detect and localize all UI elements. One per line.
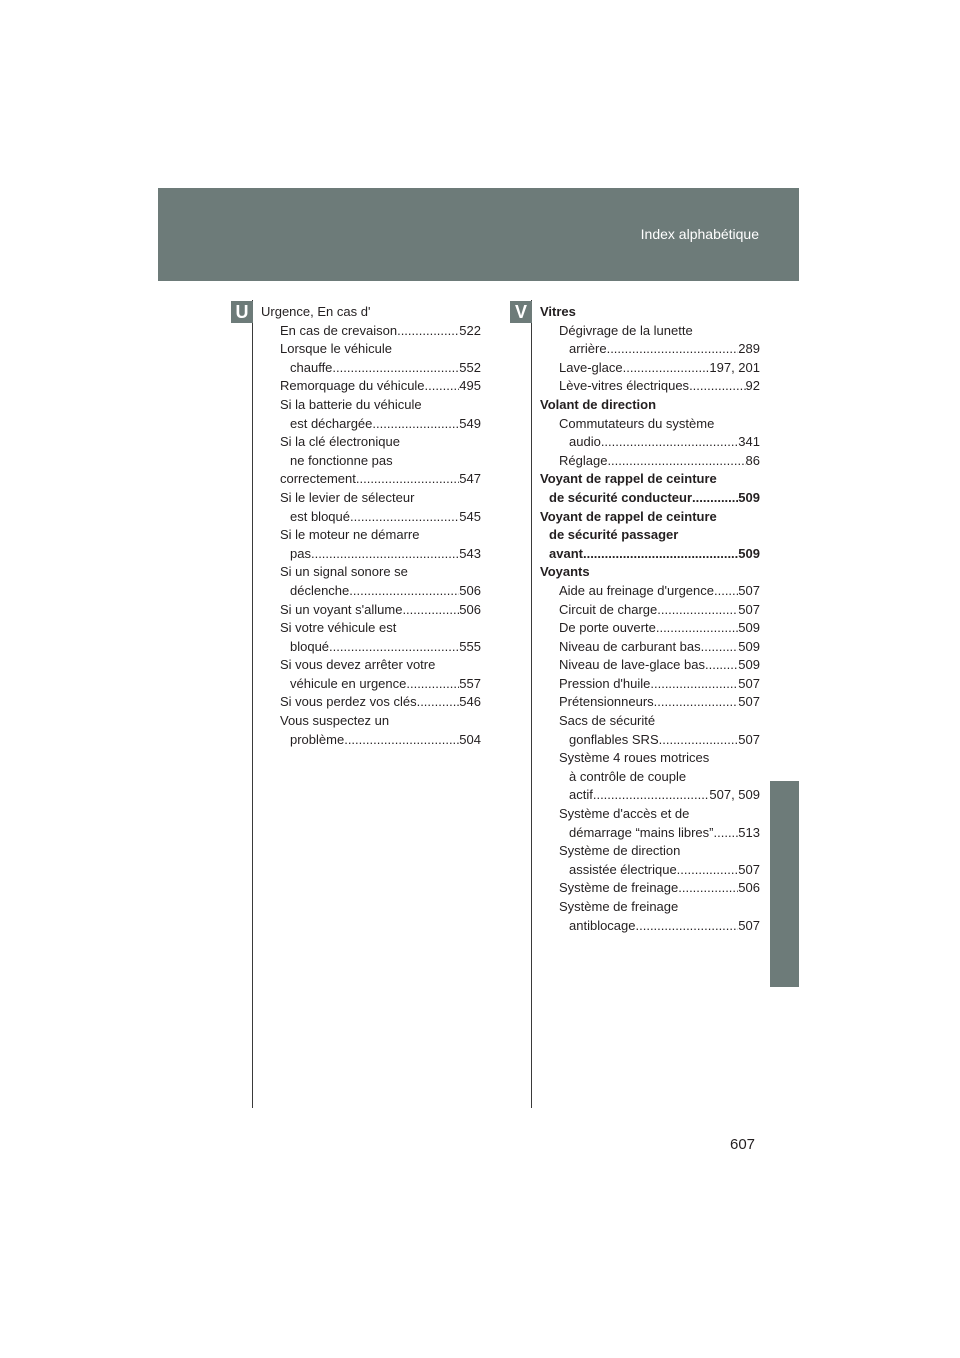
index-entry-page: 543	[459, 545, 481, 561]
index-entry-page: 549	[459, 415, 481, 431]
index-entry	[540, 712, 760, 731]
index-entry	[540, 526, 760, 545]
index-entry-text: gonflables SRS	[569, 731, 659, 747]
section-letter-v: V	[510, 301, 532, 323]
index-entry-text: Si votre véhicule est	[280, 620, 397, 636]
index-entry	[261, 303, 481, 322]
index-entry-text: de sécurité passager	[549, 527, 679, 543]
index-entry-page: 504	[459, 731, 481, 747]
index-entry-text: Circuit de charge	[559, 601, 658, 617]
index-entry	[540, 768, 760, 787]
index-entry	[261, 415, 481, 434]
index-entry-text: Système de direction	[559, 843, 681, 859]
index-column-u	[261, 303, 481, 749]
index-entry	[540, 731, 760, 750]
index-entry-text: Dégivrage de la lunette	[559, 322, 693, 338]
index-entry-page: 507	[738, 731, 760, 747]
index-entry-text: Si la batterie du véhicule	[280, 396, 422, 412]
leader-dots	[689, 377, 745, 396]
index-entry-text: arrière	[569, 341, 607, 357]
index-entry-page: 495	[459, 378, 481, 394]
leader-dots	[636, 917, 739, 936]
index-entry	[540, 359, 760, 378]
leader-dots	[593, 786, 710, 805]
leader-dots	[657, 601, 738, 620]
index-entry-page: 507	[738, 694, 760, 710]
index-entry-page: 545	[459, 508, 481, 524]
index-entry-text: pas	[290, 545, 311, 561]
leader-dots	[678, 879, 738, 898]
index-entry-text: antiblocage	[569, 917, 636, 933]
index-entry-text: assistée électrique	[569, 861, 677, 877]
index-entry-page: 509	[738, 638, 760, 654]
index-entry-text: Pression d'huile	[559, 675, 651, 691]
index-entry-page: 507	[738, 675, 760, 691]
index-entry-text: Si le levier de sélecteur	[280, 489, 415, 505]
index-entry-page: 509	[738, 545, 760, 561]
index-entry-page: 92	[745, 378, 760, 394]
leader-dots	[372, 415, 459, 434]
index-entry	[261, 619, 481, 638]
index-entry-page: 522	[459, 322, 481, 338]
leader-dots	[344, 731, 459, 750]
index-entry	[261, 526, 481, 545]
index-entry	[540, 879, 760, 898]
leader-dots	[623, 359, 710, 378]
index-entry-text: est bloqué	[290, 508, 350, 524]
index-entry-page: 341	[738, 434, 760, 450]
index-entry-text: Si la clé électronique	[280, 434, 400, 450]
index-entry	[261, 582, 481, 601]
index-entry	[540, 656, 760, 675]
index-entry-text: correctement	[280, 471, 356, 487]
index-entry-text: Système d'accès et de	[559, 806, 690, 822]
index-entry	[540, 508, 760, 527]
index-entry-page: 506	[459, 601, 481, 617]
index-entry	[261, 396, 481, 415]
index-entry	[261, 638, 481, 657]
leader-dots	[360, 582, 459, 601]
index-entry	[261, 489, 481, 508]
index-entry	[261, 675, 481, 694]
index-entry	[261, 433, 481, 452]
index-entry-page: 513	[738, 824, 760, 840]
index-entry	[540, 415, 760, 434]
index-entry-page: 197, 201	[709, 359, 760, 375]
index-entry	[540, 470, 760, 489]
leader-dots	[406, 675, 459, 694]
index-entry	[540, 489, 760, 508]
index-entry-text: De porte ouverte	[559, 620, 656, 636]
index-entry-page: 507	[738, 601, 760, 617]
leader-dots	[654, 693, 739, 712]
index-entry-text: à contrôle de couple	[569, 768, 687, 784]
index-entry-text: Niveau de lave-glace bas	[559, 657, 705, 673]
index-entry	[540, 638, 760, 657]
index-entry-text: Sacs de sécurité	[559, 713, 656, 729]
leader-dots	[583, 545, 738, 564]
index-entry-page: 506	[738, 880, 760, 896]
leader-dots	[402, 601, 459, 620]
index-entry-page: 507	[738, 917, 760, 933]
index-entry	[540, 563, 760, 582]
index-entry-text: Si vous perdez vos clés	[280, 694, 417, 710]
index-entry	[540, 303, 760, 322]
index-entry	[261, 656, 481, 675]
leader-dots	[311, 545, 459, 564]
index-entry	[540, 917, 760, 936]
index-entry	[540, 898, 760, 917]
index-entry-page: 86	[745, 452, 760, 468]
index-entry	[540, 433, 760, 452]
leader-dots	[714, 582, 738, 601]
index-entry-text: Voyant de rappel de ceinture	[540, 508, 717, 524]
index-entry-text: Réglage	[559, 452, 608, 468]
index-entry-text: de sécurité conducteur	[549, 489, 693, 505]
index-entry	[261, 377, 481, 396]
index-entry-page: 509	[738, 657, 760, 673]
index-entry	[261, 470, 481, 489]
index-entry-text: Voyants	[540, 564, 590, 580]
column-divider-right	[531, 300, 532, 1108]
index-entry	[261, 545, 481, 564]
index-entry	[540, 619, 760, 638]
index-entry-text: Commutateurs du système	[559, 415, 715, 431]
leader-dots	[705, 656, 738, 675]
section-letter-u: U	[231, 301, 253, 323]
index-entry	[261, 452, 481, 471]
leader-dots	[332, 359, 459, 378]
leader-dots	[601, 433, 738, 452]
page-header	[158, 188, 799, 281]
index-entry-text: Système 4 roues motrices	[559, 750, 710, 766]
index-entry-text: Voyant de rappel de ceinture	[540, 471, 717, 487]
index-entry-text: Urgence, En cas d'	[261, 304, 371, 319]
header-title: Index alphabétique	[640, 226, 759, 242]
index-entry-text: Système de freinage	[559, 880, 679, 896]
side-tab	[770, 781, 799, 987]
leader-dots	[659, 731, 739, 750]
index-entry-text: démarrage “mains libres”	[569, 824, 714, 840]
index-entry	[540, 842, 760, 861]
index-entry	[261, 731, 481, 750]
index-entry-page: 507	[738, 582, 760, 598]
index-entry-text: bloqué	[290, 638, 330, 654]
index-entry-text: audio	[569, 434, 601, 450]
index-entry-page: 555	[459, 638, 481, 654]
index-entry-text: Remorquage du véhicule	[280, 378, 425, 394]
index-entry-page: 509	[738, 489, 760, 505]
index-entry-text: Niveau de carburant bas	[559, 638, 701, 654]
index-entry	[540, 786, 760, 805]
index-entry	[540, 396, 760, 415]
index-entry-text: actif	[569, 787, 593, 803]
leader-dots	[397, 322, 459, 341]
index-entry-text: Lève-vitres électriques	[559, 378, 690, 394]
index-entry-text: est déchargée	[290, 415, 373, 431]
leader-dots	[356, 470, 459, 489]
index-entry-page: 552	[459, 359, 481, 375]
leader-dots	[607, 452, 745, 471]
index-entry-text: ne fonctionne pas	[290, 452, 393, 468]
index-entry	[540, 675, 760, 694]
index-entry	[261, 712, 481, 731]
index-entry-page: 507, 509	[709, 787, 760, 803]
index-entry-text: Si un signal sonore se	[280, 564, 408, 580]
index-entry	[261, 322, 481, 341]
index-entry-text: Si vous devez arrêter votre	[280, 657, 436, 673]
leader-dots	[692, 489, 738, 508]
index-entry-page: 506	[459, 582, 481, 598]
index-entry	[540, 824, 760, 843]
leader-dots	[701, 638, 739, 657]
index-entry	[540, 861, 760, 880]
leader-dots	[425, 377, 460, 396]
index-entry-text: Si un voyant s'allume	[280, 601, 403, 617]
index-entry	[540, 693, 760, 712]
index-entry	[540, 805, 760, 824]
index-entry	[261, 601, 481, 620]
index-entry	[261, 340, 481, 359]
index-entry-page: 289	[738, 341, 760, 357]
index-entry-text: Vitres	[540, 304, 576, 319]
index-entry	[261, 693, 481, 712]
index-entry-text: problème	[290, 731, 345, 747]
leader-dots	[329, 638, 459, 657]
index-entry-text: avant	[549, 545, 583, 561]
index-entry-text: Vous suspectez un	[280, 713, 390, 729]
leader-dots	[656, 619, 738, 638]
index-entry	[261, 508, 481, 527]
index-entry	[261, 359, 481, 378]
index-entry-text: chauffe	[290, 359, 333, 375]
leader-dots	[650, 675, 738, 694]
index-entry	[540, 582, 760, 601]
index-entry	[540, 340, 760, 359]
leader-dots	[607, 340, 739, 359]
leader-dots	[677, 861, 739, 880]
index-entry-page: 546	[459, 694, 481, 710]
index-entry-text: déclenche...	[290, 582, 361, 598]
index-entry-text: En cas de crevaison	[280, 322, 398, 338]
leader-dots	[417, 693, 460, 712]
column-divider-left	[252, 300, 253, 1108]
index-entry-page: 509	[738, 620, 760, 636]
page-number: 607	[730, 1136, 756, 1153]
index-entry	[540, 322, 760, 341]
index-entry-text: véhicule en urgence	[290, 675, 407, 691]
index-entry-text: Prétensionneurs	[559, 694, 654, 710]
index-entry-text: Volant de direction	[540, 396, 657, 412]
index-entry-text: Système de freinage	[559, 899, 679, 914]
index-entry-page: 557	[459, 675, 481, 691]
index-entry-page: 507	[738, 861, 760, 877]
index-entry-page: 547	[459, 471, 481, 487]
index-entry-text: Si le moteur ne démarre	[280, 527, 420, 543]
leader-dots	[714, 824, 739, 843]
index-column-v	[540, 303, 760, 935]
index-entry-text: Lave-glace	[559, 359, 623, 375]
index-entry	[540, 377, 760, 396]
leader-dots	[350, 508, 459, 527]
index-entry	[540, 601, 760, 620]
index-entry	[261, 563, 481, 582]
index-entry	[540, 749, 760, 768]
index-entry	[540, 545, 760, 564]
index-entry-text: Lorsque le véhicule	[280, 341, 393, 357]
index-entry-text: Aide au freinage d'urgence	[559, 582, 714, 598]
index-entry	[540, 452, 760, 471]
